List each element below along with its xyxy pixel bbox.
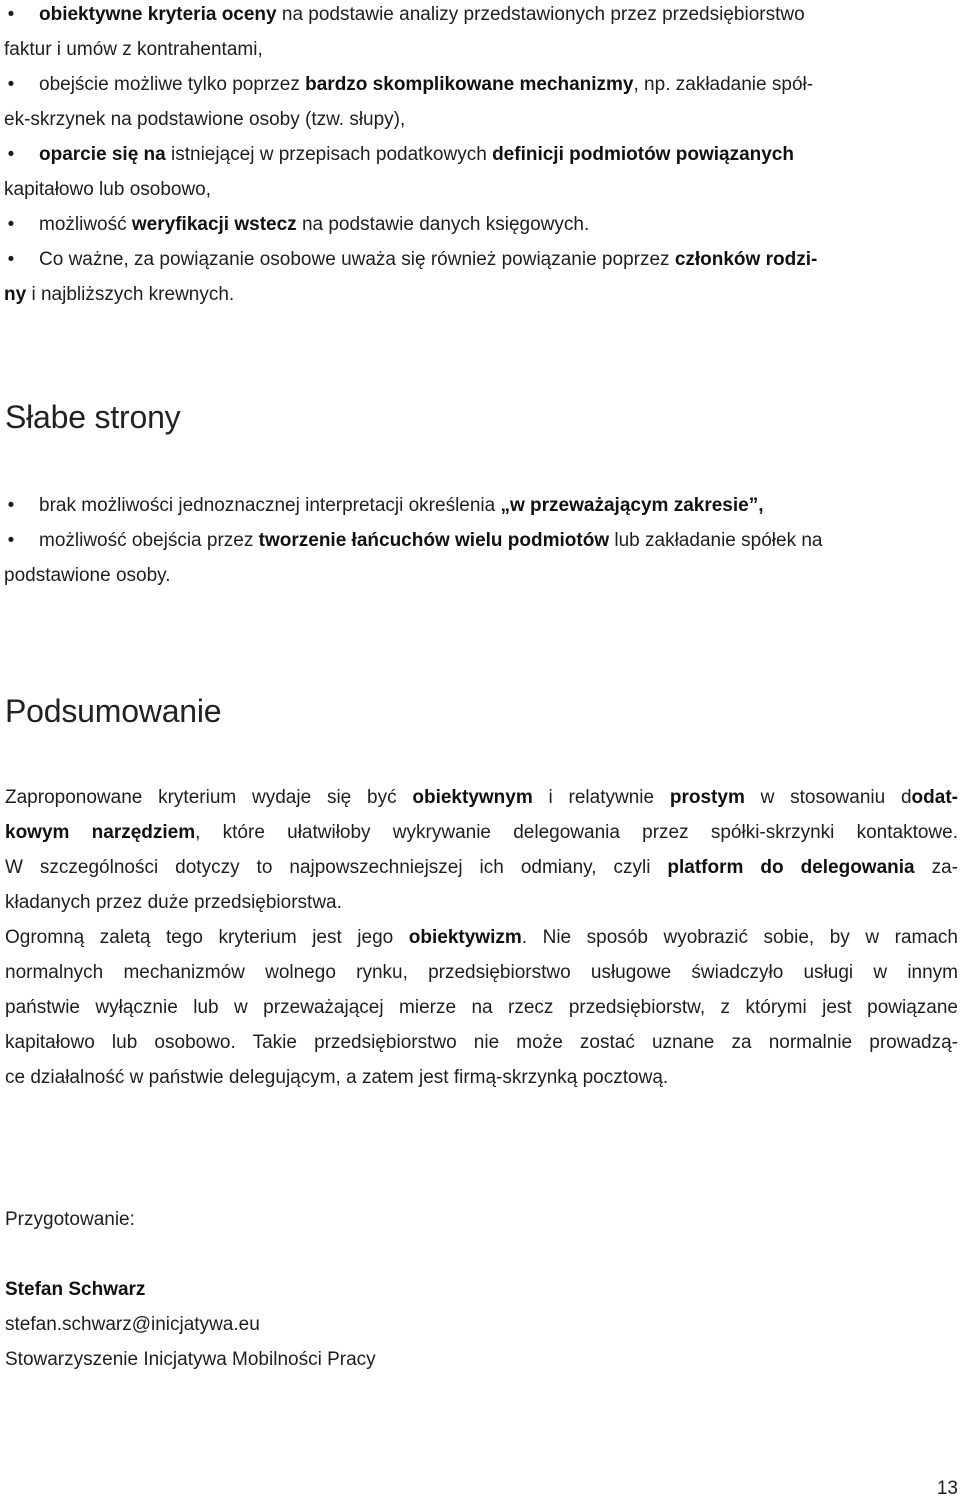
text-run: kapitałowo lub osobowo. Takie przedsiębiorstwo nie może zostać uznane za normalnie prowadzą- <box>5 1032 958 1053</box>
text-run: Co ważne, za powiązanie osobowe uważa się również powiązanie poprzez <box>39 249 675 270</box>
text-run: normalnych mechanizmów wolnego rynku, przedsiębiorstwo usługowe świadczyło usługi w innym <box>5 962 958 983</box>
strengths-list <box>4 0 958 312</box>
text-run: państwie wyłącznie lub w przeważającej mierze na rzecz przedsiębiorstw, z którymi jest powiązane <box>5 997 958 1018</box>
text-run: możliwość <box>39 214 132 235</box>
emphasized-text: „w przeważającym zakresie”, <box>500 495 764 516</box>
text-run: podstawione osoby. <box>4 565 171 586</box>
text-run: za- <box>914 857 958 878</box>
emphasized-text: tworzenie łańcuchów wielu podmiotów <box>258 530 610 551</box>
summary-line <box>5 850 958 885</box>
emphasized-text: bardzo skomplikowane mechanizmy <box>305 74 634 95</box>
prepared-by-label: Przygotowanie: <box>5 1209 135 1230</box>
weak-points-heading: Słabe strony <box>5 399 181 435</box>
bullet-marker: • <box>7 144 15 165</box>
list-item-line <box>39 67 958 102</box>
emphasized-text: odat- <box>911 787 958 808</box>
summary-paragraph <box>5 780 958 1095</box>
bullet-marker: • <box>7 4 15 25</box>
emphasized-text: definicji podmiotów powiązanych <box>492 144 794 165</box>
text-run: możliwość obejścia przez <box>39 530 259 551</box>
list-item-continuation <box>4 558 958 593</box>
bullet-marker: • <box>7 214 15 235</box>
emphasized-text: członków rodzi- <box>674 249 818 270</box>
text-run: , które ułatwiłoby wykrywanie delegowania przez spółki-skrzynki kontaktowe. <box>195 822 959 843</box>
bullet-marker: • <box>7 74 15 95</box>
list-item-line <box>39 137 958 172</box>
text-run: W szczególności dotyczy to najpowszechniejszej ich odmiany, czyli <box>5 857 668 878</box>
text-run: kapitałowo lub osobowo, <box>4 179 212 200</box>
text-run: w stosowaniu d <box>744 787 912 808</box>
summary-line <box>5 955 958 990</box>
list-item-line <box>39 207 958 242</box>
list-item <box>4 207 958 242</box>
summary-line <box>5 920 958 955</box>
list-item-line <box>39 523 958 558</box>
emphasized-text: oparcie się na <box>39 144 166 165</box>
list-item-continuation <box>4 32 958 67</box>
text-run: brak możliwości jednoznacznej interpretacji określenia <box>39 495 501 516</box>
text-run: na podstawie analizy przedstawionych przez przedsiębiorstwo <box>276 4 805 25</box>
list-item-continuation <box>4 277 958 312</box>
text-run: Ogromną zaletą tego kryterium jest jego <box>5 927 409 948</box>
summary-line <box>5 1025 958 1060</box>
bullet-marker: • <box>7 530 15 551</box>
emphasized-text: platform do delegowania <box>667 857 915 878</box>
organization-name: Stowarzyszenie Inicjatywa Mobilności Pracy <box>5 1349 376 1370</box>
bullet-marker: • <box>7 495 15 516</box>
text-run: lub zakładanie spółek na <box>609 530 823 551</box>
weak-points-list <box>4 488 958 593</box>
list-item <box>4 67 958 137</box>
list-item <box>4 242 958 312</box>
author-email[interactable]: stefan.schwarz@inicjatywa.eu <box>5 1314 260 1335</box>
author-name: Stefan Schwarz <box>5 1279 146 1300</box>
text-run: faktur i umów z kontrahentami, <box>4 39 263 60</box>
emphasized-text: prostym <box>669 787 745 808</box>
list-item-continuation <box>4 172 958 207</box>
text-run: ce działalność w państwie delegującym, a zatem jest firmą-skrzynką pocztową. <box>5 1067 669 1088</box>
summary-line <box>5 885 958 920</box>
text-run: i najbliższych krewnych. <box>26 284 235 305</box>
text-run: istniejącej w przepisach podatkowych <box>165 144 493 165</box>
text-run: i relatywnie <box>532 787 670 808</box>
summary-line <box>5 1060 958 1095</box>
list-item <box>4 523 958 593</box>
list-item <box>4 0 958 67</box>
emphasized-text: ny <box>4 284 27 305</box>
bullet-marker: • <box>7 249 15 270</box>
emphasized-text: kowym narzędziem <box>5 822 196 843</box>
text-run: . Nie sposób wyobrazić sobie, by w ramach <box>521 927 958 948</box>
emphasized-text: obiektywne kryteria oceny <box>39 4 277 25</box>
emphasized-text: weryfikacji wstecz <box>131 214 297 235</box>
text-run: , np. zakładanie spół- <box>633 74 814 95</box>
emphasized-text: obiektywnym <box>412 787 533 808</box>
list-item-line <box>39 0 958 32</box>
text-run: na podstawie danych księgowych. <box>296 214 590 235</box>
list-item <box>4 488 958 523</box>
summary-line <box>5 990 958 1025</box>
list-item-line <box>39 242 958 277</box>
text-run: obejście możliwe tylko poprzez <box>39 74 306 95</box>
text-run: Zaproponowane kryterium wydaje się być <box>5 787 413 808</box>
text-run: kładanych przez duże przedsiębiorstwa. <box>5 892 342 913</box>
page-number: 13 <box>936 1478 958 1499</box>
summary-heading: Podsumowanie <box>5 693 222 729</box>
summary-line <box>5 780 958 815</box>
list-item-continuation <box>4 102 958 137</box>
list-item-line <box>39 488 958 523</box>
emphasized-text: obiektywizm <box>408 927 522 948</box>
summary-line <box>5 815 958 850</box>
text-run: ek-skrzynek na podstawione osoby (tzw. słupy), <box>4 109 406 130</box>
list-item <box>4 137 958 207</box>
